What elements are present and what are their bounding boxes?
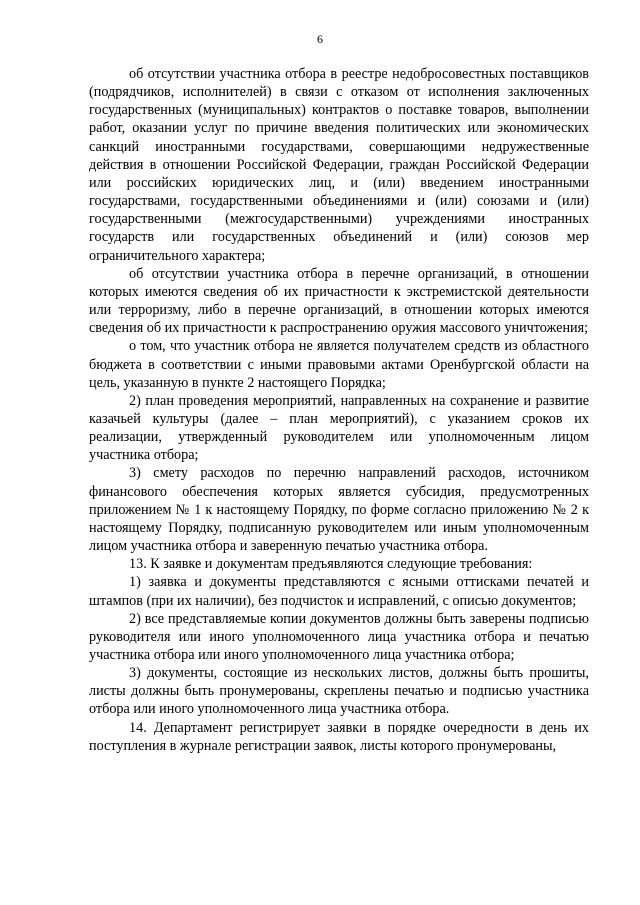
page-number: 6 xyxy=(317,32,323,46)
paragraph: 3) документы, состоящие из нескольких листов, должны быть прошиты, листы должны быть пронумерованы, скреплены печатью и подписью участника отбора или иного уполномоченного лица участника отбора. xyxy=(89,665,589,718)
paragraph: 13. К заявке и документам предъявляются следующие требования: xyxy=(129,556,533,573)
paragraph: 3) смету расходов по перечню направлений расходов, источником финансового обеспечения которых является субсидия, предусмотренных приложением № 1 к настоящему Порядку, по форме согласно приложению № 2 к настоящему Порядку, подписанную руководителем или иным уполномоченным лицом участника отбора и заверенную печатью участника отбора. xyxy=(89,465,589,555)
paragraph: об отсутствии участника отбора в реестре недобросовестных поставщиков (подрядчиков, исполнителей) в связи с отказом от исполнения заключенных государственных (муниципальных) контрактов о поставке товаров, выполнении работ, оказании услуг по причине введения политических или экономических санкций иностранными государствами, совершающими недружественные действия в отношении Российской Федерации, граждан Российской Федерации или российских юридических лиц, и (или) введением иностранными государствами, государственными объединениями и (или) союзами и (или) государственными (межгосударственными) учреждениями иностранных государств или государственных объединений и (или) союзов мер ограничительного характера; xyxy=(89,66,589,264)
paragraph: 14. Департамент регистрирует заявки в порядке очередности в день их поступления в журнале регистрации заявок, листы которого пронумерованы, xyxy=(89,719,589,754)
document-body xyxy=(89,65,589,755)
paragraph: 2) план проведения мероприятий, направленных на сохранение и развитие казачьей культуры (далее – план мероприятий), с указанием сроков их реализации, утвержденный руководителем или уполномоченным лицом участника отбора; xyxy=(89,392,589,464)
paragraph: 2) все представляемые копии документов должны быть заверены подписью руководителя или иного уполномоченного лица участника отбора и печатью участника отбора или иного уполномоченного лица участника отбора; xyxy=(89,610,589,663)
paragraph: 1) заявка и документы представляются с ясными оттисками печатей и штампов (при их наличии), без подчисток и исправлений, с описью документов; xyxy=(89,574,589,609)
paragraph: об отсутствии участника отбора в перечне организаций, в отношении которых имеются сведения об их причастности к экстремистской деятельности или терроризму, либо в перечне организаций, в отношении которых имеются сведения об их причастности к распространению оружия массового уничтожения; xyxy=(89,265,589,337)
paragraph: о том, что участник отбора не является получателем средств из областного бюджета в соответствии с иными правовыми актами Оренбургской области на цель, указанную в пункте 2 настоящего Порядка; xyxy=(89,338,589,391)
